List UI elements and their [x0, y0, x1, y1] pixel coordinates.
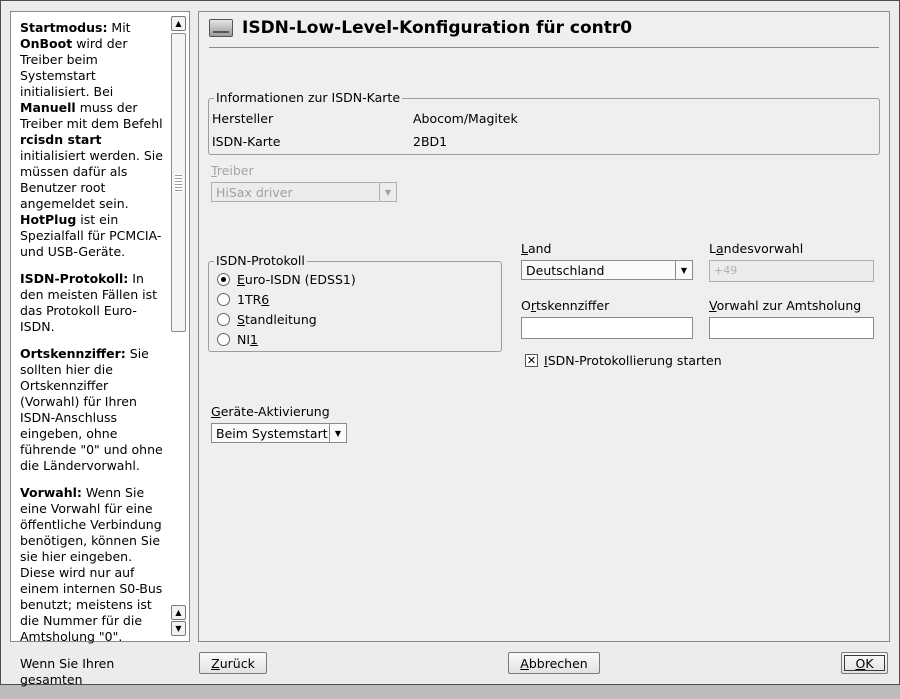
help-keyword: ISDN-Protokoll:	[20, 271, 129, 286]
protocol-option-label	[237, 312, 317, 327]
main-panel	[198, 11, 890, 642]
help-paragraph	[20, 346, 167, 474]
area-code-field[interactable]	[521, 317, 693, 339]
title-divider	[209, 47, 879, 48]
chevron-down-icon: ▼	[379, 183, 396, 201]
title-row	[209, 18, 632, 38]
scrollbar-thumb[interactable]	[171, 33, 186, 332]
cancel-button-label	[520, 656, 587, 671]
driver-label-mnemonic: T	[211, 163, 217, 178]
card-label: ISDN-Karte	[212, 134, 281, 149]
protocol-option-euro-isdn[interactable]	[217, 272, 356, 287]
chevron-down-icon[interactable]: ▼	[675, 261, 692, 279]
label-rest: NI	[237, 332, 251, 347]
help-scrollbar[interactable]	[171, 16, 186, 638]
mnemonic: L	[521, 241, 528, 256]
label-rest: tandleitung	[244, 312, 317, 327]
help-paragraph	[20, 271, 167, 335]
help-keyword: HotPlug	[20, 212, 77, 227]
driver-label	[211, 163, 254, 178]
card-value: 2BD1	[413, 134, 448, 149]
protocol-option-1tr6[interactable]	[217, 292, 269, 307]
protocol-option-ni1[interactable]	[217, 332, 258, 347]
mnemonic: G	[211, 404, 221, 419]
help-run: In den meisten Fällen ist das Protokoll Euro-ISDN.	[20, 271, 157, 334]
cancel-button[interactable]	[508, 652, 600, 674]
help-keyword: Vorwahl:	[20, 485, 82, 500]
label-rest: tskennziffer	[535, 298, 610, 313]
help-run: Wenn Sie eine Vorwahl für eine öffentliche Verbindung benötigen, können Sie sie hier eingeben. Diese wird nur auf einem internen S0-Bus benutzt; meistens ist die Nummer für die Amtsholung "0".	[20, 485, 163, 644]
help-keyword: OnBoot	[20, 36, 73, 51]
mnemonic: r	[530, 298, 536, 313]
checkbox-checked-icon[interactable]: ✕	[526, 354, 537, 367]
help-keyword: Startmodus:	[20, 20, 108, 35]
manufacturer-value: Abocom/Magitek	[413, 111, 518, 126]
card-info-group	[208, 90, 880, 155]
country-select[interactable]	[521, 260, 693, 280]
scroll-up-icon[interactable]: ▲	[171, 605, 186, 620]
label-rest: ndesvorwahl	[723, 241, 804, 256]
back-button[interactable]	[199, 652, 267, 674]
logging-checkbox-row[interactable]	[525, 353, 722, 368]
mnemonic: Z	[211, 655, 220, 671]
driver-value: HiSax driver	[216, 185, 293, 200]
label-rest: 1TR	[237, 292, 262, 307]
help-paragraph	[20, 485, 167, 645]
help-panel	[10, 11, 190, 687]
help-run: initialisiert werden. Sie müssen dafür als Benutzer root angemeldet sein.	[20, 148, 163, 211]
label-rest: and	[527, 241, 552, 256]
protocol-legend: ISDN-Protokoll	[216, 253, 305, 268]
radio-icon[interactable]	[217, 293, 230, 306]
ok-button[interactable]	[841, 652, 888, 674]
country-label	[521, 241, 552, 256]
protocol-group	[208, 253, 502, 352]
protocol-option-label	[237, 332, 258, 347]
scroll-down-icon[interactable]: ▼	[171, 621, 186, 636]
help-paragraph	[20, 20, 167, 260]
activation-value: Beim Systemstart	[216, 426, 328, 441]
area-code-label	[521, 298, 609, 313]
country-code-field: +49	[709, 260, 874, 282]
help-run: muss der Treiber mit dem Befehl	[20, 100, 163, 131]
ok-button-label	[855, 656, 873, 671]
dial-prefix-label	[709, 298, 861, 313]
label-rest: eräte-Aktivierung	[220, 404, 330, 419]
driver-label-rest: reiber	[216, 163, 254, 178]
driver-select	[211, 182, 397, 202]
country-value: Deutschland	[526, 263, 605, 278]
mnemonic: 6	[261, 292, 270, 307]
activation-select[interactable]	[211, 423, 347, 443]
card-info-legend: Informationen zur ISDN-Karte	[216, 90, 401, 105]
label-rest: orwahl zur Amtsholung	[716, 298, 862, 313]
label-rest: urück	[219, 655, 255, 671]
mnemonic: V	[709, 298, 717, 313]
mnemonic: 1	[250, 332, 258, 347]
help-run: Wenn Sie Ihren gesamten	[20, 656, 115, 687]
mnemonic: E	[237, 272, 245, 287]
label-rest: bbrechen	[528, 655, 588, 671]
page-title: ISDN-Low-Level-Konfiguration für contr0	[242, 18, 633, 38]
radio-icon[interactable]	[217, 313, 230, 326]
help-paragraph	[20, 656, 167, 688]
grip-icon	[175, 174, 182, 192]
hard-disk-icon	[209, 19, 233, 37]
dial-prefix-field[interactable]	[709, 317, 874, 339]
label-rest: L	[709, 241, 716, 256]
help-keyword: Ortskennziffer:	[20, 346, 126, 361]
mnemonic: a	[715, 241, 724, 256]
activation-label	[211, 404, 330, 419]
logging-label	[544, 353, 722, 368]
mnemonic: A	[520, 655, 529, 671]
help-run: Sie sollten hier die Ortskennziffer (Vorwahl) für Ihren ISDN-Anschluss eingeben, ohne führende "0" und ohne die Ländervorwahl.	[20, 346, 163, 473]
label-rest: SDN-Protokollierung starten	[547, 353, 722, 368]
protocol-option-standleitung[interactable]	[217, 312, 317, 327]
mnemonic: S	[237, 312, 245, 327]
mnemonic: I	[544, 353, 548, 368]
help-run: wird der Treiber beim Systemstart initialisiert. Bei	[20, 36, 128, 99]
scroll-up-icon[interactable]: ▲	[171, 16, 186, 31]
chevron-down-icon[interactable]: ▼	[329, 424, 346, 442]
help-keyword: rcisdn start	[20, 132, 102, 147]
mnemonic: O	[855, 655, 866, 671]
back-button-label	[211, 656, 255, 671]
help-keyword: Manuell	[20, 100, 76, 115]
radio-icon[interactable]	[217, 333, 230, 346]
country-code-label	[709, 241, 803, 256]
help-run: ist ein Spezialfall für PCMCIA- und USB-Geräte.	[20, 212, 162, 259]
manufacturer-label: Hersteller	[212, 111, 274, 126]
radio-selected-icon[interactable]	[217, 273, 230, 286]
protocol-option-label	[237, 292, 269, 307]
help-text	[20, 20, 167, 699]
label-rest: O	[521, 298, 531, 313]
protocol-option-label	[237, 272, 356, 287]
label-rest: K	[865, 655, 874, 671]
help-run: Mit	[107, 20, 131, 35]
label-rest: uro-ISDN (EDSS1)	[244, 272, 356, 287]
